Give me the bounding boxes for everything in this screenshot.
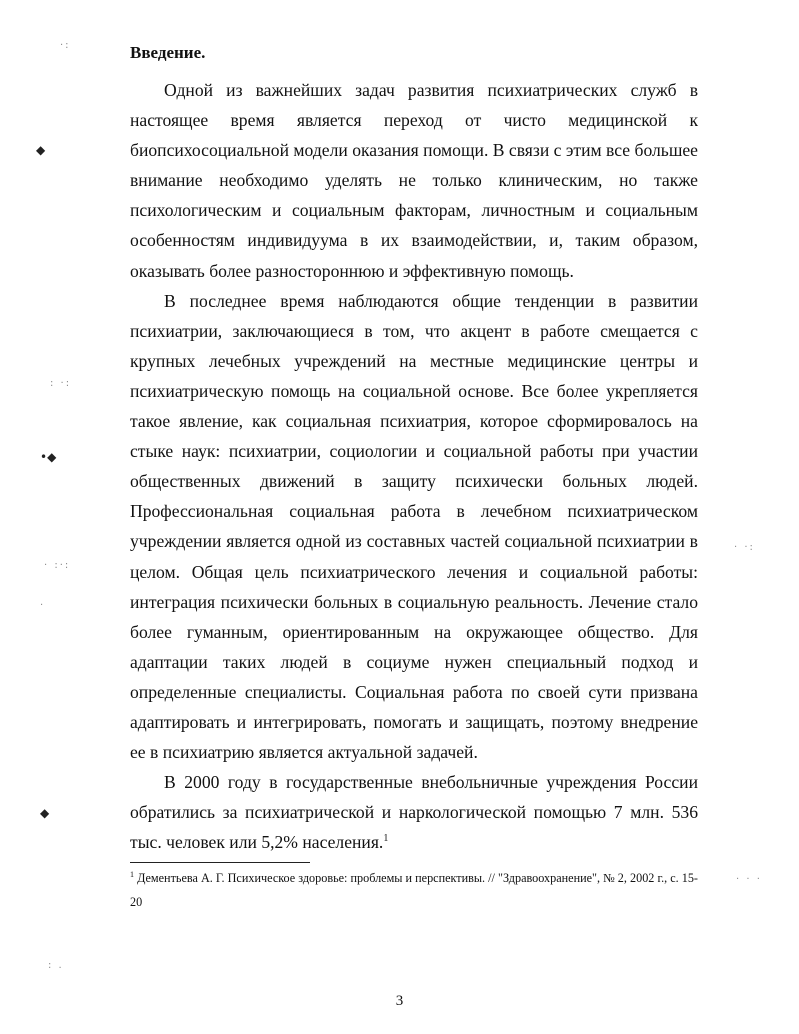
footnote (130, 866, 698, 914)
page-number: 3 (395, 993, 404, 1009)
margin-speckle-5: · ·: (734, 542, 755, 553)
margin-speckle-4: · (40, 600, 46, 611)
margin-speckle-6: · · · (736, 874, 762, 885)
margin-speckle-3: · :·: (44, 560, 71, 571)
paragraph-3 (130, 767, 698, 857)
paragraph-2: В последнее время наблюдаются общие тенденции в развитии психиатрии, заключающиеся в том, что акцент в работе смещается с крупных лечебных учреждений на местные медицинские центры и психиатрическую помощь на социальной основе. Все более укрепляется такое явление, как социальная психиатрия, которое сформировалось на стыке наук: психиатрии, социологии и социальной работы при участии общественных движений в защиту психически больных людей. Профессиональная социальная работа в лечебном психиатрическом учреждении является одной из составных частей социальной психиатрии в целом. Общая цель психиатрического лечения и социальной работы: интеграция психически больных в социальную реальность. Лечение стало более гуманным, ориентированным на окружающее общество. Для адаптации таких людей в социуме нужен специальный подход и определенные специалисты. Социальная работа по своей сути призвана адаптировать и интегрировать, помогать и защищать, поэтому внедрение ее в психиатрию является актуальной задачей. (130, 290, 698, 763)
binding-hole-mark-3: ◆ (40, 806, 50, 820)
margin-speckle-top: ·: (60, 40, 71, 51)
footnote-reference[interactable]: 1 (383, 833, 389, 845)
paragraph-3-text: В 2000 году в государственные внебольничные учреждения России обратились за психиатрической и наркологической помощью 7 млн. 536 тыс. человек или 5,2% населения. (130, 772, 698, 853)
margin-speckle-7: : . (48, 960, 64, 971)
footnote-separator (130, 862, 310, 863)
footnote-marker: 1 (130, 869, 134, 879)
margin-speckle-2: : ·: (50, 378, 72, 389)
body-text (130, 75, 698, 857)
section-heading: Введение. (130, 43, 206, 62)
footnote-text: Дементьева А. Г. Психическое здоровье: проблемы и перспективы. // "Здравоохранение", № 2, 2002 г., с. 15-20 (130, 871, 698, 909)
binding-hole-mark-2: •◆ (40, 450, 57, 464)
paragraph-1: Одной из важнейших задач развития психиатрических служб в настоящее время является переход от чисто медицинской к биопсихосоциальной модели оказания помощи. В связи с этим все большее внимание необходимо уделять не только клиническим, но также психологическим и социальным факторам, личностным и социальным особенностям индивидуума в их взаимодействии, и, таким образом, оказывать более разностороннюю и эффективную помощь. (130, 80, 698, 281)
binding-hole-mark-1: ◆ (36, 143, 46, 157)
